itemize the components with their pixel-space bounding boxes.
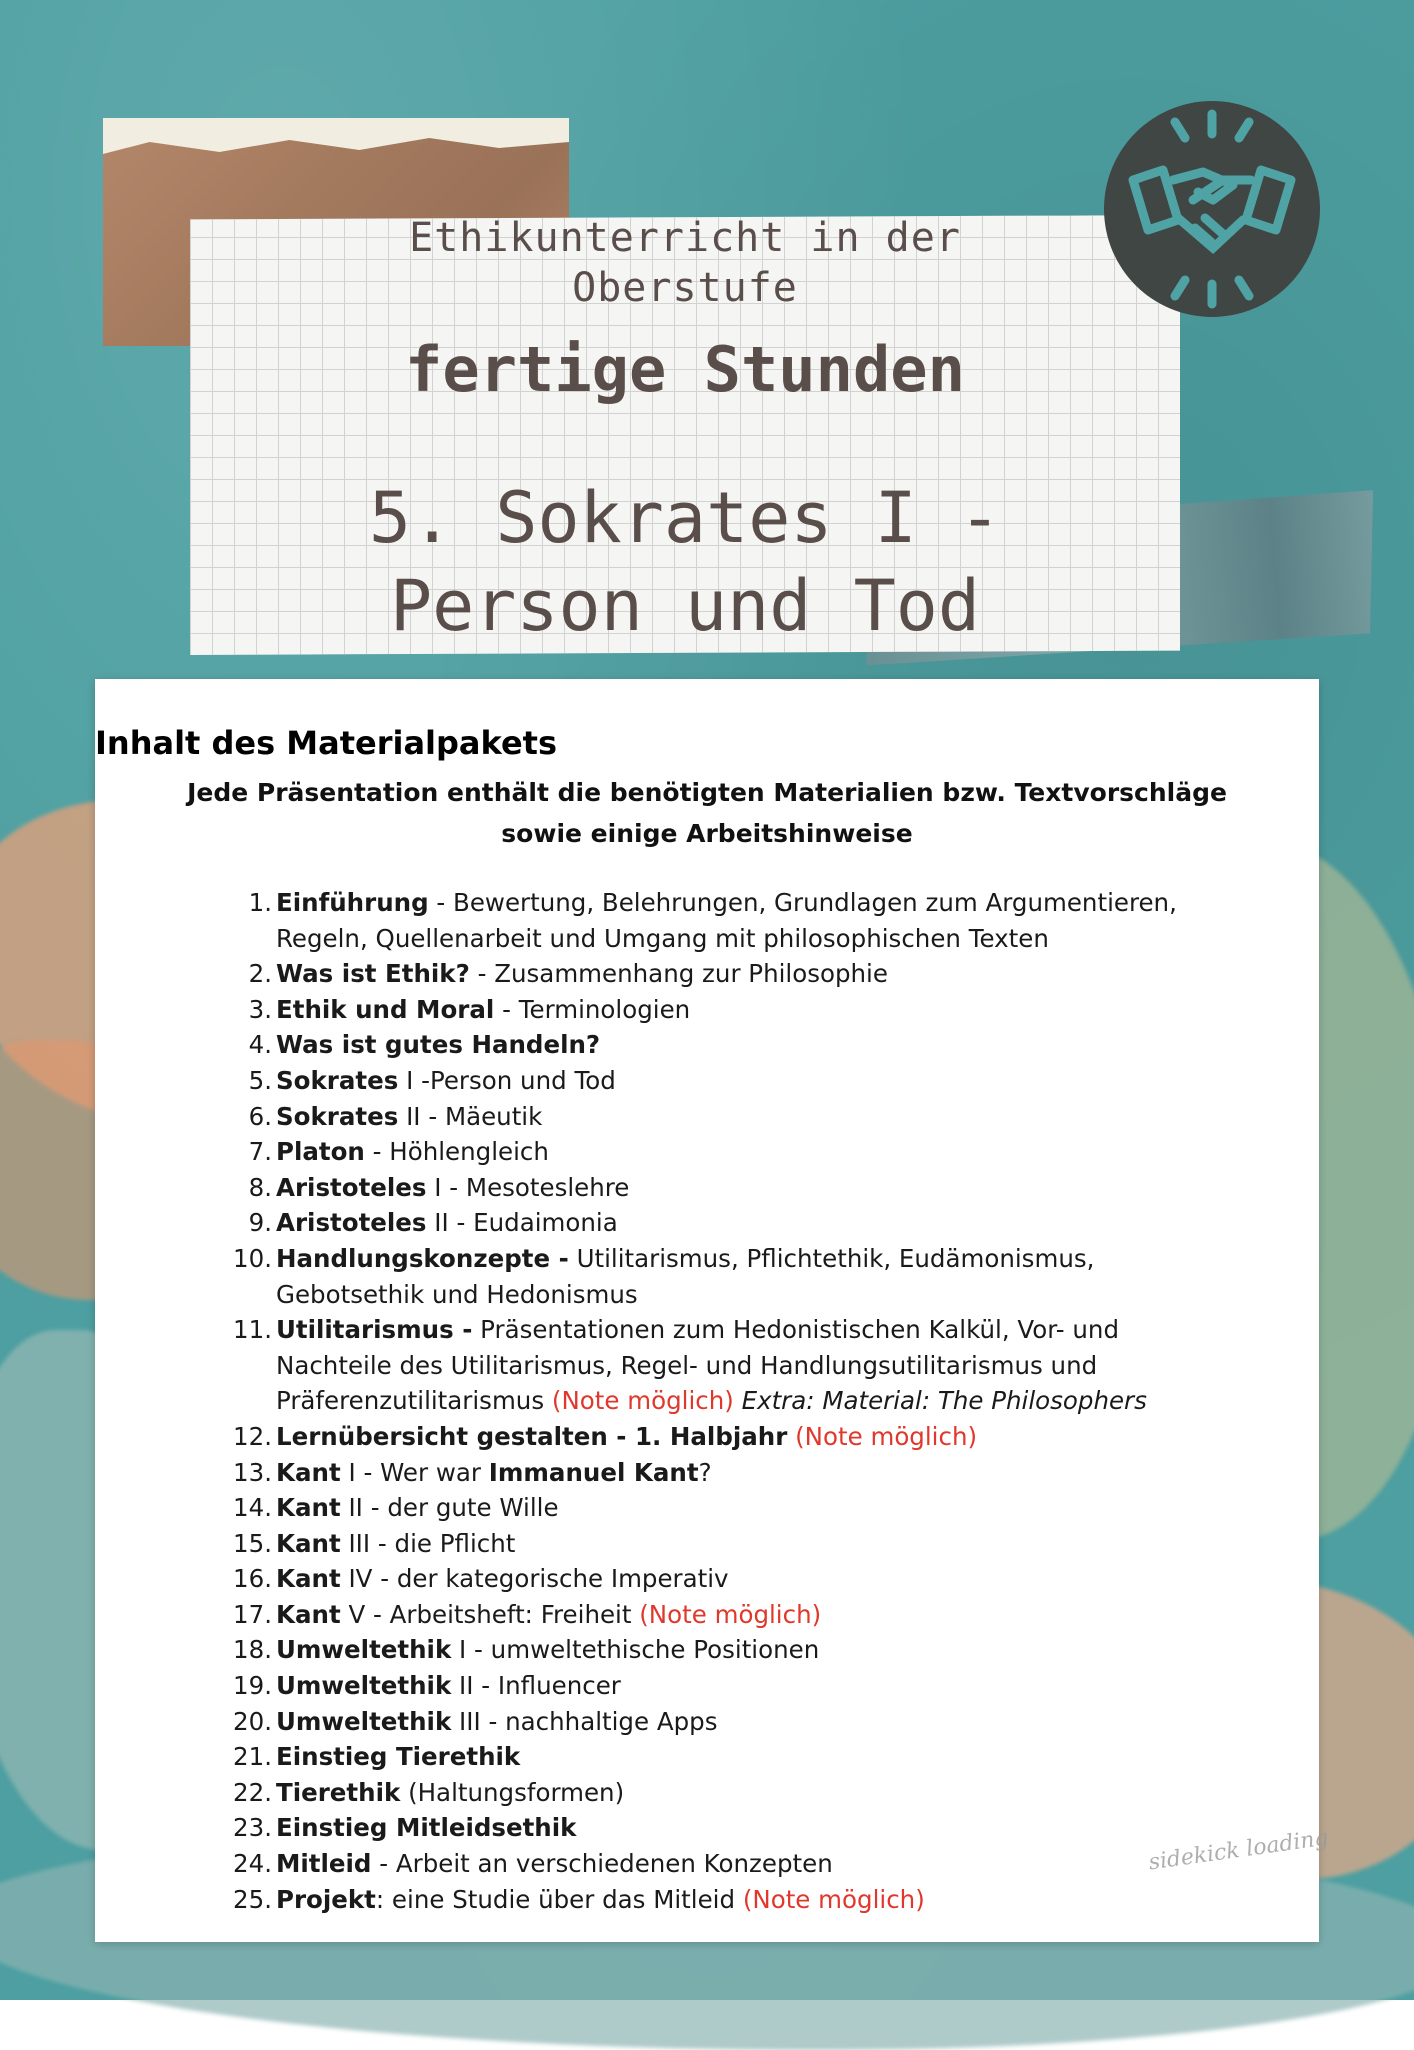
handshake-logo: [1103, 100, 1321, 318]
title-block: [190, 215, 1180, 655]
item-description: II - Mäeutik: [398, 1101, 543, 1131]
list-number: 10.: [233, 1243, 272, 1273]
item-topic: Kant: [276, 1599, 341, 1629]
item-topic: Umweltethik: [276, 1635, 452, 1665]
item-topic: Einstieg Mitleidsethik: [276, 1813, 577, 1843]
list-number: 24.: [233, 1849, 272, 1879]
item-topic: Kant: [276, 1564, 341, 1594]
item-description-line-3: Präferenzutilitarismus: [276, 1386, 552, 1416]
item-topic: Utilitarismus -: [276, 1315, 473, 1345]
list-number: 18.: [233, 1635, 272, 1665]
title-line-4: 5. Sokrates I -: [368, 477, 1002, 559]
list-item: [230, 1312, 1180, 1419]
item-topic: Projekt: [276, 1884, 376, 1914]
list-number: 14.: [233, 1493, 272, 1523]
list-item: [230, 1063, 1180, 1099]
list-item: [230, 1241, 1180, 1312]
item-topic: Handlungskonzepte -: [276, 1243, 569, 1273]
list-number: 12.: [233, 1421, 272, 1451]
item-description-line-2: Gebotsethik und Hedonismus: [276, 1279, 638, 1309]
item-topic: Sokrates: [276, 1065, 399, 1095]
item-topic: Einführung: [276, 888, 429, 917]
list-number: 1.: [248, 888, 272, 917]
item-topic: Einstieg Tierethik: [276, 1742, 521, 1772]
list-number: 21.: [233, 1742, 272, 1772]
item-topic: Mitleid: [276, 1849, 372, 1879]
item-topic-2: Immanuel Kant: [488, 1457, 699, 1487]
list-item: [230, 1668, 1180, 1704]
list-item: [230, 1419, 1180, 1455]
list-number: 4.: [248, 1030, 272, 1060]
item-description: - Arbeit an verschiedenen Konzepten: [371, 1849, 833, 1879]
item-description: : eine Studie über das Mitleid: [375, 1884, 743, 1914]
list-number: 15.: [233, 1528, 272, 1558]
item-topic: Aristoteles: [276, 1172, 427, 1202]
grade-possible-note: (Note möglich): [795, 1421, 978, 1451]
item-description: [787, 1422, 795, 1451]
list-number: 22.: [233, 1777, 272, 1807]
list-number: 8.: [248, 1172, 272, 1202]
item-description-line-2: Nachteile des Utilitarismus, Regel- und Handlungsutilitarismus und: [276, 1350, 1098, 1380]
list-item: [230, 1810, 1180, 1846]
list-item: [230, 1597, 1180, 1633]
list-number: 17.: [233, 1599, 272, 1629]
list-item: [230, 1099, 1180, 1135]
item-topic: Was ist Ethik?: [276, 959, 470, 989]
item-description: IV - der kategorische Imperativ: [340, 1564, 729, 1594]
item-description: - Höhlengleich: [364, 1137, 549, 1167]
item-description: Utilitarismus, Pflichtethik, Eudämonismus,: [568, 1243, 1095, 1273]
title-line-2: Oberstufe: [572, 265, 798, 311]
list-item: [230, 1561, 1180, 1597]
list-item: [230, 1027, 1180, 1063]
item-description: - Terminologien: [494, 994, 691, 1024]
item-description: II - Influencer: [451, 1671, 621, 1701]
content-subtitle-line-1: Jede Präsentation enthält die benötigten Materialien bzw. Textvorschläge: [187, 778, 1227, 807]
item-topic: Aristoteles: [276, 1208, 427, 1238]
item-description-line-2: Regeln, Quellenarbeit und Umgang mit philosophischen Texten: [276, 923, 1049, 953]
list-item: [230, 1134, 1180, 1170]
item-description: - Zusammenhang zur Philosophie: [469, 959, 888, 989]
item-description: II - Eudaimonia: [426, 1208, 618, 1238]
list-item: [230, 1632, 1180, 1668]
item-topic: Umweltethik: [276, 1706, 452, 1736]
item-description: (Haltungsformen): [400, 1777, 625, 1807]
content-subtitle-line-2: sowie einige Arbeitshinweise: [501, 819, 913, 848]
item-topic: Tierethik: [276, 1777, 401, 1807]
item-description-end: ?: [698, 1457, 712, 1487]
list-number: 5.: [248, 1065, 272, 1095]
item-topic: Kant: [276, 1493, 341, 1523]
list-number: 13.: [233, 1457, 272, 1487]
item-description: I - Mesoteslehre: [426, 1172, 630, 1202]
extra-material-note: Extra: Material: The Philosophers: [733, 1386, 1147, 1416]
list-item: [230, 992, 1180, 1028]
item-topic: Ethik und Moral: [276, 994, 495, 1024]
item-description: V - Arbeitsheft: Freiheit: [340, 1599, 640, 1629]
item-topic: Kant: [276, 1457, 341, 1487]
list-number: 2.: [248, 959, 272, 989]
list-item: [230, 1704, 1180, 1740]
item-description: Präsentationen zum Hedonistischen Kalkül, Vor- und: [472, 1315, 1120, 1345]
list-item: [230, 1205, 1180, 1241]
content-title: Inhalt des Materialpakets: [95, 724, 557, 763]
item-description: III - nachhaltige Apps: [451, 1706, 718, 1736]
list-number: 16.: [233, 1564, 272, 1594]
item-topic: Platon: [276, 1137, 365, 1167]
item-description: - Bewertung, Belehrungen, Grundlagen zum Argumentieren,: [428, 888, 1177, 917]
list-item: [230, 1170, 1180, 1206]
list-number: 7.: [248, 1137, 272, 1167]
item-topic: Sokrates: [276, 1101, 399, 1131]
list-item: [230, 1490, 1180, 1526]
title-line-3: fertige Stunden: [405, 333, 965, 406]
list-item: [230, 1775, 1180, 1811]
list-number: 11.: [233, 1315, 272, 1345]
list-number: 20.: [233, 1706, 272, 1736]
list-number: 3.: [248, 994, 272, 1024]
list-item: [230, 1846, 1180, 1882]
grade-possible-note: (Note möglich): [639, 1599, 822, 1629]
list-item: [230, 1526, 1180, 1562]
list-item: [230, 885, 1180, 956]
item-description: I - umweltethische Positionen: [451, 1635, 820, 1665]
item-topic: Lernübersicht gestalten - 1. Halbjahr: [276, 1421, 788, 1451]
item-topic: Was ist gutes Handeln?: [276, 1030, 601, 1060]
list-number: 25.: [233, 1884, 272, 1914]
item-description: I -Person und Tod: [398, 1065, 616, 1095]
item-description: I - Wer war: [340, 1457, 489, 1487]
list-number: 6.: [248, 1101, 272, 1131]
list-item: [230, 956, 1180, 992]
item-topic: Umweltethik: [276, 1671, 452, 1701]
signature: sidekick loading: [1147, 1825, 1331, 1876]
grade-possible-note: (Note möglich): [551, 1386, 734, 1416]
list-item: [230, 1739, 1180, 1775]
grade-possible-note: (Note möglich): [742, 1884, 925, 1914]
item-topic: Kant: [276, 1528, 341, 1558]
list-item: [230, 1455, 1180, 1491]
list-number: 19.: [233, 1671, 272, 1701]
title-line-1: Ethikunterricht in der: [409, 215, 961, 261]
list-item: [230, 1882, 1180, 1918]
item-description: III - die Pflicht: [340, 1528, 516, 1558]
list-number: 23.: [233, 1813, 272, 1843]
item-description: II - der gute Wille: [340, 1493, 559, 1523]
list-number: 9.: [248, 1208, 272, 1238]
title-line-5: Person und Tod: [389, 565, 980, 647]
lesson-list: [230, 885, 1180, 1917]
